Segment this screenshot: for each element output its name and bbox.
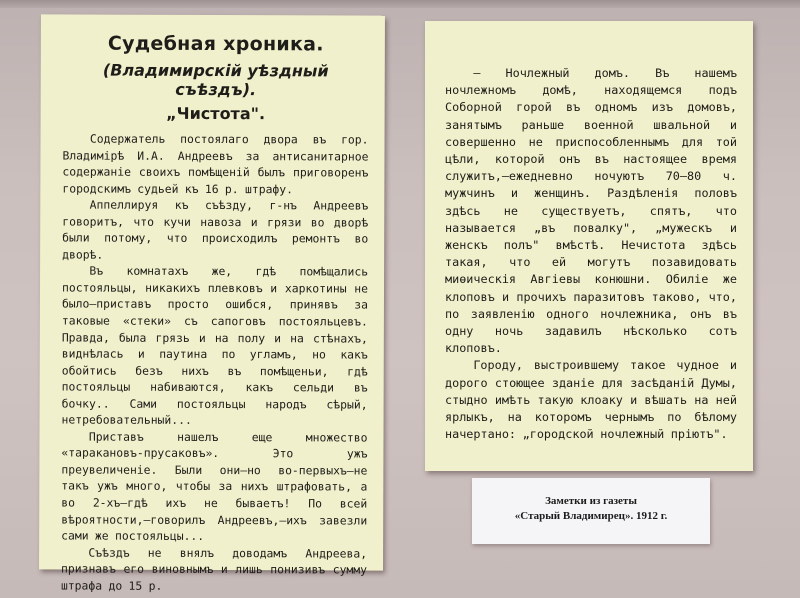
exhibit-caption-label: [472, 478, 710, 544]
article-paragraph: Приставъ нашелъ еще множество «таракановъ-прусаковъ». Это ужъ преувеличеніе. Были они—но во-первыхъ—не такъ ужъ много, чтобы за нихъ штрафовать, а во 2-хъ—гдѣ ихъ не бываетъ! По всей вѣроятности,—говорилъ Андреевъ,—ихъ завезли сами же постояльцы...: [61, 429, 368, 544]
caption-line-2: «Старый Владимирец». 1912 г.: [514, 510, 668, 522]
article-paragraph: Съѣздъ не внялъ доводамъ Андреева, признавъ его виновнымъ и лишь понизивъ сумму штрафа до 15 р.: [60, 545, 368, 593]
lodging-house-clipping: [425, 21, 753, 471]
article-paragraph: Содержатель постоялаго двора въ гор. Владимірѣ И.А. Андреевъ за антисанитарное содержаніе своихъ помѣщеній былъ приговоренъ городскимъ судьей къ 16 р. штрафу.: [62, 131, 369, 196]
article-paragraph: Аппеллируя къ съѣзду, г-нъ Андреевъ говоритъ, что кучи навоза и грязи во дворѣ были потому, что происходилъ ремонтъ во дворѣ.: [62, 197, 369, 262]
frame-top-edge: [0, 0, 800, 8]
article-heading: „Чистота".: [166, 103, 266, 124]
clipping-title: Судебная хроника.: [107, 32, 324, 56]
article-paragraph: Въ комнатахъ же, гдѣ помѣщались постояльцы, никакихъ плевковъ и харкотины не было—приставъ просто ошибся, принявъ за таковые «стеки» съ сапоговъ постояльцевъ. Правда, была грязь и на полу и на стѣнахъ, виднѣлась и паутина по угламъ, но какъ обойтись безъ нихъ въ помѣщеньи, гдѣ постояльцы набиваются, какъ сельди въ бочку.. Сами постояльцы народъ сѣрый, нетребовательный...: [61, 263, 369, 428]
article-paragraph: Городу, выстроившему такое чудное и дорого стоющее зданіе для засѣданій Думы, стыдно имѣть такую клоаку и вѣшать на ней ярлыкъ, на которомъ чернымъ по бѣлому начертано: „городской ночлежный пріютъ".: [445, 358, 737, 442]
caption-line-1: Заметки из газеты: [545, 495, 637, 507]
court-chronicle-clipping: [39, 14, 385, 593]
clipping-subtitle: (Владимирскій уѣздный съѣздъ).: [102, 60, 329, 100]
article-paragraph: — Ночлежный домъ. Въ нашемъ ночлежномъ домѣ, находящемся подъ Соборной горой въ одномъ изъ домовъ, занятымъ раньше военной швальной и совершенно не приспособленнымъ для той цѣли, которой онъ въ настоящее время служитъ,—ежедневно ночуютъ 70—80 ч. мужчинъ и женщинъ. Раздѣленія половъ здѣсь не существуетъ, спятъ, что называется „въ повалку", „мужескъ и женскъ полъ" вмѣстѣ. Нечистота здѣсь такая, что ей могутъ позавидовать миѳическія Авгіевы конюшни. Обиліе же клоповъ и прочихъ паразитовъ таково, что, по заявленію одного ночлежника, онъ въ одну ночь задавилъ нѣсколько сотъ клоповъ.: [445, 66, 737, 356]
